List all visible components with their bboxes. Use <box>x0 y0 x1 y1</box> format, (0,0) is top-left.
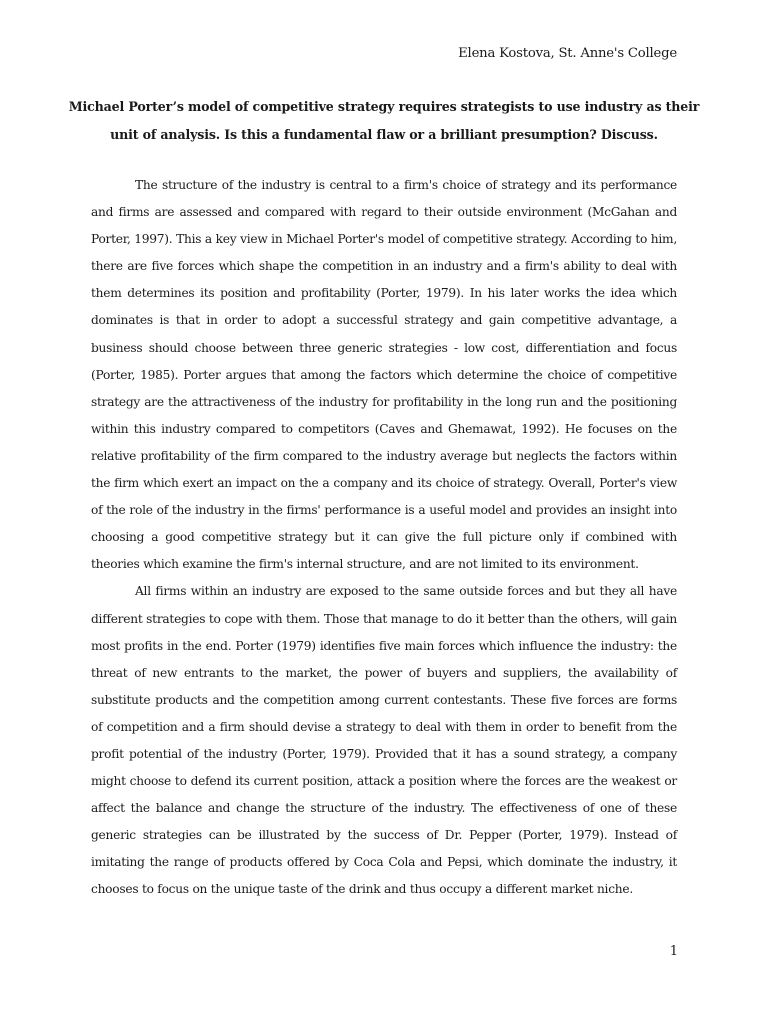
essay-question-title: Michael Porter’s model of competitive strategy requires strategists to use industry as their unit of analysis. Is this a fundamental flaw or a brilliant presumption? Discuss. <box>68 99 700 142</box>
running-header: Elena Kostova, St. Anne's College <box>458 46 677 61</box>
page-number: 1 <box>669 944 678 959</box>
paragraph-2: All firms within an industry are exposed to the same outside forces and but they all have different strategies to cope with them. Those that manage to do it better than the others, will gain most profits in the end. Porter (1979) identifies five main forces which influence the industry: the threat of new entrants to the market, the power of buyers and suppliers, the availability of substitute products and the competition among current contestants. These five forces are forms of competition and a firm should devise a strategy to deal with them in order to benefit from the profit potential of the industry (Porter, 1979). Provided that it has a sound strategy, a company might choose to defend its current position, attack a position where the forces are the weakest or affect the balance and change the structure of the industry. The effectiveness of one of these generic strategies can be illustrated by the success of Dr. Pepper (Porter, 1979). Instead of imitating the range of products offered by Coca Cola and Pepsi, which dominate the industry, it chooses to focus on the unique taste of the drink and thus occupy a different market niche. <box>91 584 677 897</box>
essay-body <box>91 172 677 904</box>
paragraph-1: The structure of the industry is central to a firm's choice of strategy and its performance and firms are assessed and compared with regard to their outside environment (McGahan and Porter, 1997). This a key view in Michael Porter's model of competitive strategy. According to him, there are five forces which shape the competition in an industry and a firm's ability to deal with them determines its position and profitability (Porter, 1979). In his later works the idea which dominates is that in order to adopt a successful strategy and gain competitive advantage, a business should choose between three generic strategies - low cost, differentiation and focus (Porter, 1985). Porter argues that among the factors which determine the choice of competitive strategy are the attractiveness of the industry for profitability in the long run and the positioning within this industry compared to competitors (Caves and Ghemawat, 1992). He focuses on the relative profitability of the firm compared to the industry average but neglects the factors within the firm which exert an impact on the a company and its choice of strategy. Overall, Porter's view of the role of the industry in the firms' performance is a useful model and provides an insight into choosing a good competitive strategy but it can give the full picture only if combined with theories which examine the firm's internal structure, and are not limited to its environment. <box>91 178 677 572</box>
